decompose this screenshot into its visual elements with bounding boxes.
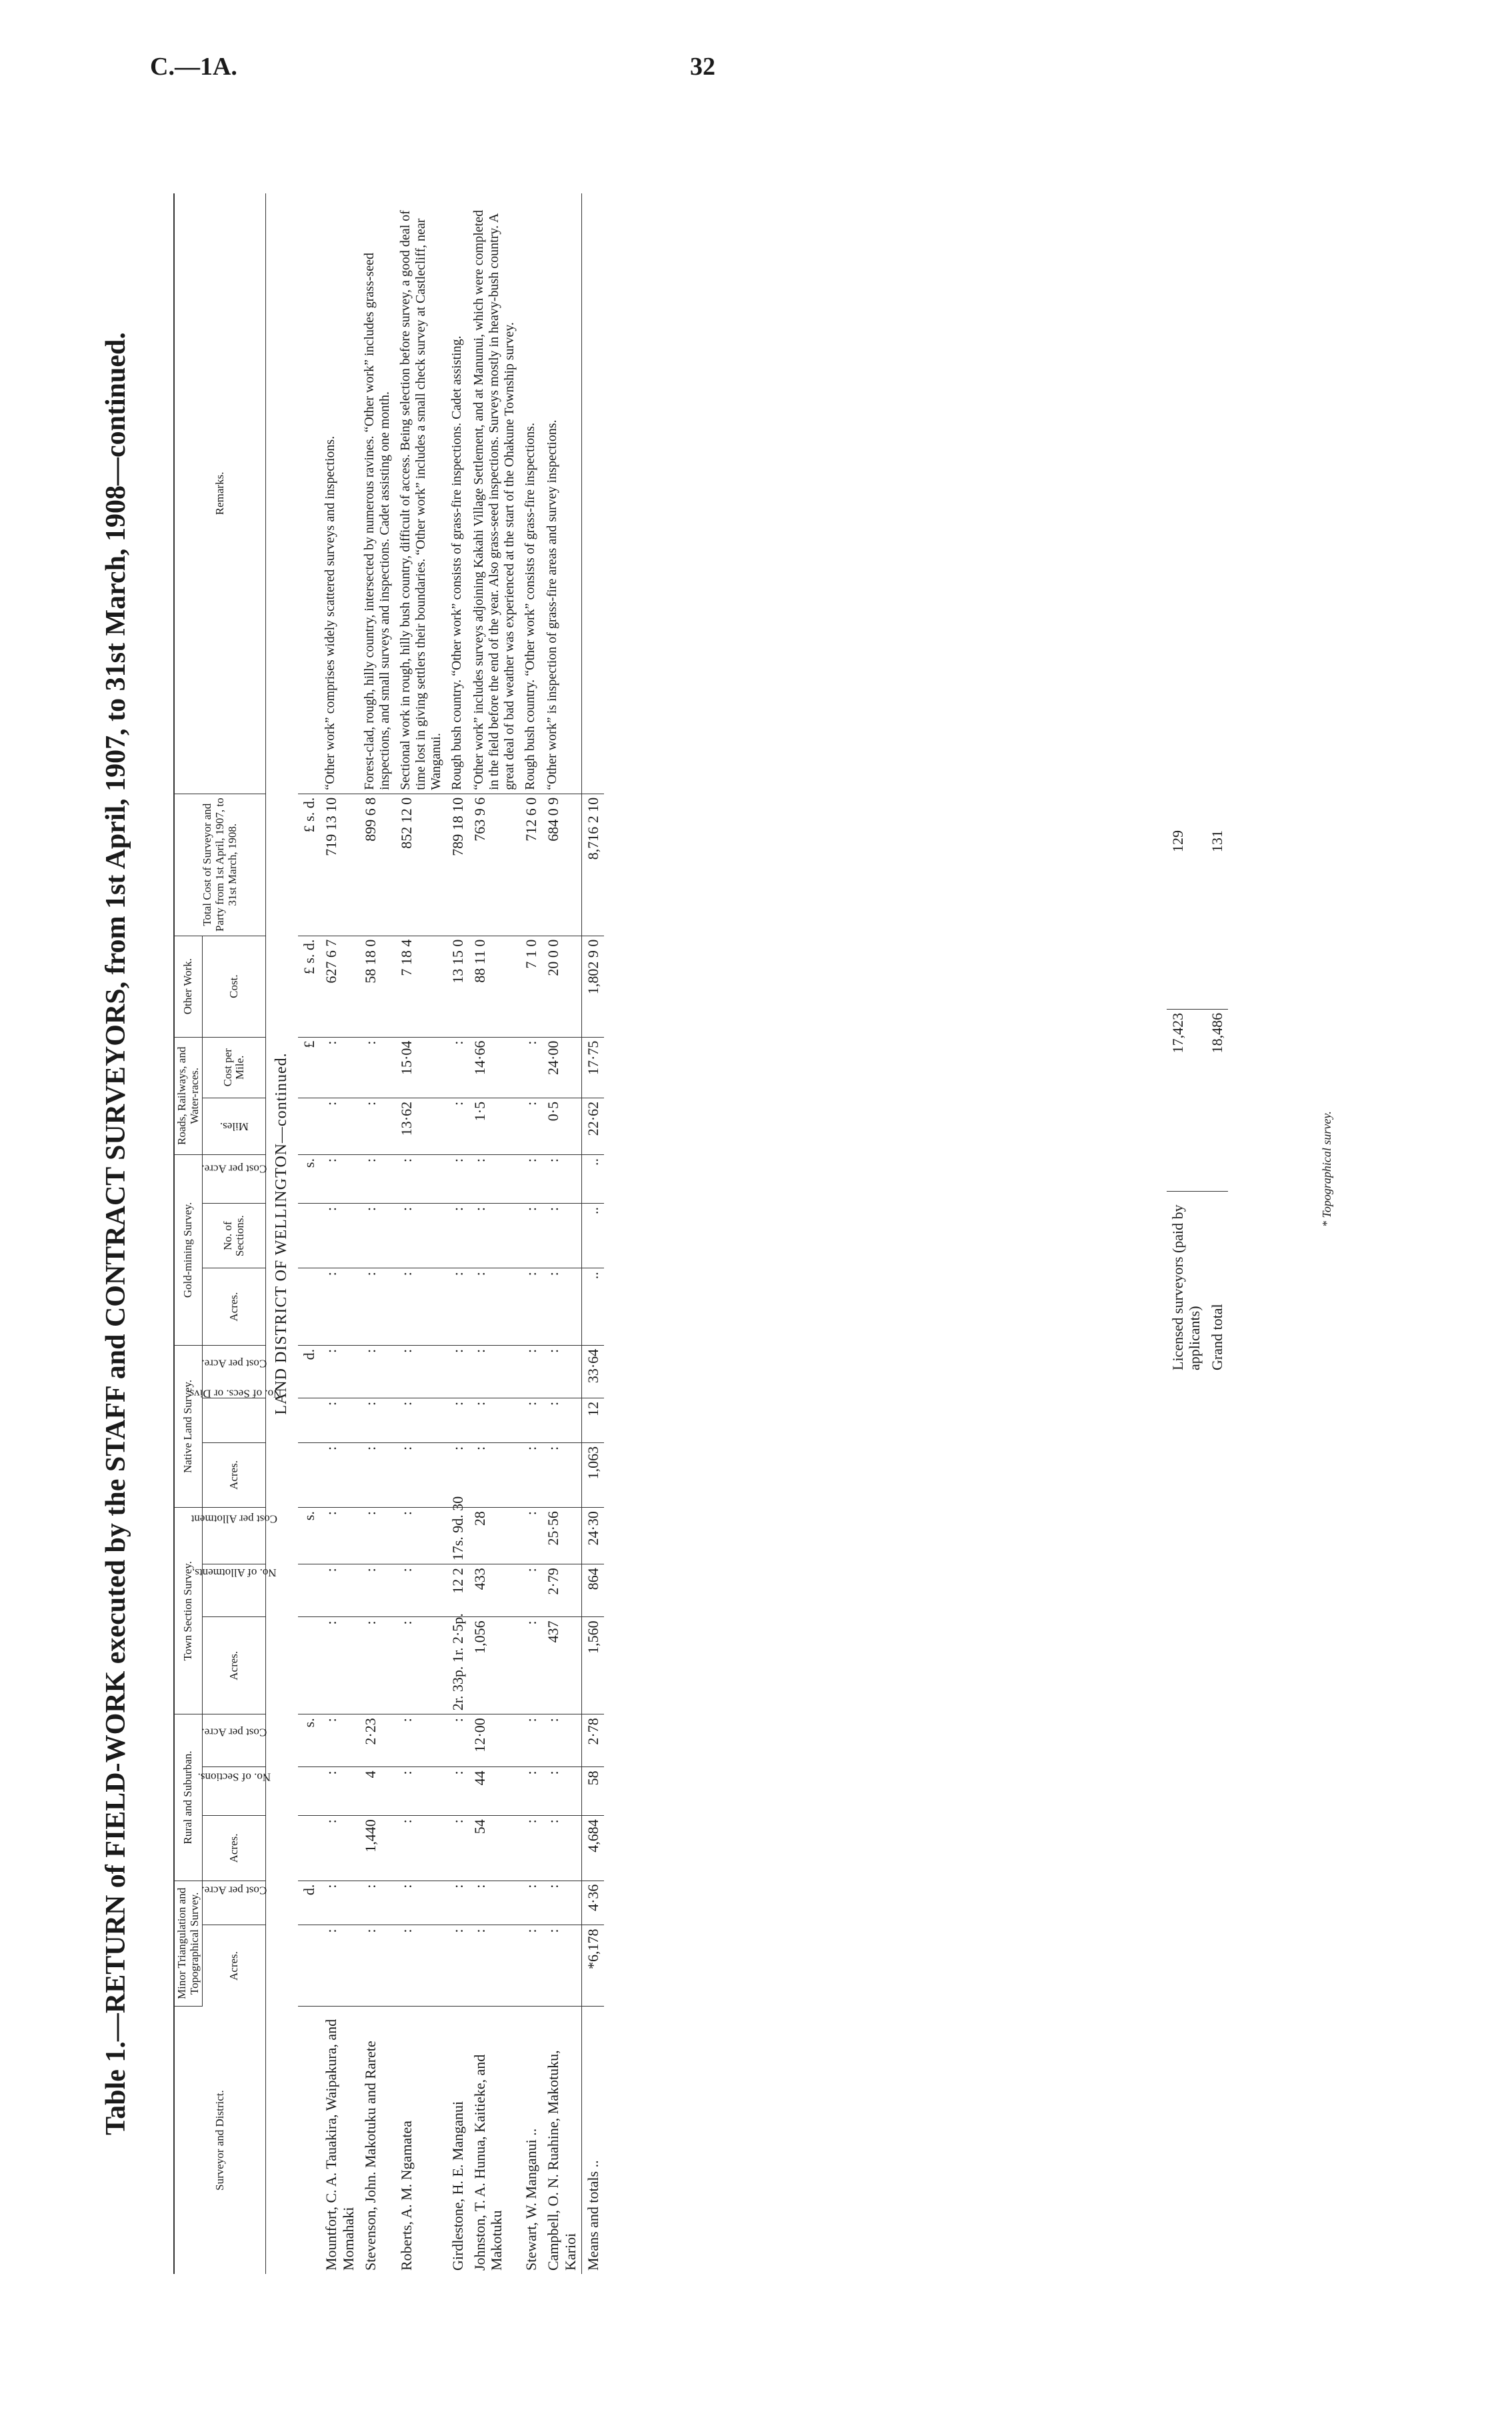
cell-total: 712 6 0 [520, 794, 542, 936]
district-heading: LAND DISTRICT OF WELLINGTON—continued. [273, 1052, 291, 1415]
sub-cost-acre: Cost per Acre. [203, 1714, 266, 1767]
cell-rural-cost: 2·78 [582, 1714, 605, 1767]
unit-s: s. [298, 1155, 320, 1204]
cell-town-allot: 433 [469, 1564, 520, 1617]
cell-rural-secs: 58 [582, 1767, 605, 1816]
cell-miles: 22·62 [582, 1098, 605, 1154]
sub-no-allotments: No. of Allotments. [203, 1564, 266, 1617]
sub-cost-acre: Cost per Acre. [203, 1881, 266, 1925]
cell-other: 7 18 4 [395, 936, 447, 1037]
cell-cost-mile: 17·75 [582, 1037, 605, 1098]
cell-minor-cost: : [520, 1881, 542, 1925]
cell-other: 88 11 0 [469, 936, 520, 1037]
totals-row [582, 193, 605, 2274]
cell-rural-acres: 1,440 [359, 1816, 395, 1881]
cell-rural-secs: 44 [469, 1767, 520, 1816]
unit-psd: £ s. d. [298, 794, 320, 936]
cell-rural-cost: : [520, 1714, 542, 1767]
cell-name: Stevenson, John. Makotuku and Rarete [361, 2041, 379, 2271]
cell-rural-acres: 54 [469, 1816, 520, 1881]
cell-town-acres: : [520, 1617, 542, 1714]
cell-native-cost: : [469, 1345, 520, 1398]
cell-native-acres: : [469, 1442, 520, 1507]
cell-remarks: Forest-clad, rough, hilly country, intersected by numerous ravines. “Other work” includes grass-seed inspections, and small surveys and inspections. Cadet assisting one month. [359, 193, 395, 794]
col-rural: Rural and Suburban. [174, 1714, 203, 1881]
cell-total: 8,716 2 10 [582, 794, 605, 936]
cell-town-acres: 1,560 [582, 1617, 605, 1714]
cell-gold-cost: .. [582, 1155, 605, 1204]
unit-s: s. [298, 1714, 320, 1767]
cell-native-cost: : [320, 1345, 359, 1398]
unit-d: d. [298, 1345, 320, 1398]
col-surveyor: Surveyor and District. [174, 2007, 266, 2274]
cell-rural-acres: 4,684 [582, 1816, 605, 1881]
cell-gold-acres: : [320, 1268, 359, 1346]
licensed-label: Licensed surveyors (paid by applicants) [1169, 1204, 1203, 1370]
col-roads: Roads, Railways, and Water-races. [174, 1037, 203, 1154]
cell-native-acres: : [359, 1442, 395, 1507]
cell-remarks: “Other work” includes surveys adjoining Kakahi Village Settlement, and at Manunui, which were completed in the field before the end of the year. Also grass-seed inspections. Surveys mostly in heavy-bush country. A great deal of bad weather was experienced at the start of the Ohakune Township survey. [469, 193, 520, 794]
cell-rural-secs: : [542, 1767, 581, 1816]
table-row [359, 193, 395, 2274]
cell-town-cost: : [359, 1508, 395, 1564]
cell-total: 684 0 9 [542, 794, 581, 936]
cell-minor-acres: : [320, 1925, 359, 2007]
cell-native-cost: : [542, 1345, 581, 1398]
cell-minor-acres: : [447, 1925, 469, 2007]
cell-native-secs: 12 [582, 1398, 605, 1442]
sub-no-sections: No. of Sections. [203, 1767, 266, 1816]
cell-remarks: Rough bush country. “Other work” consists of grass-fire inspections. Cadet assisting. [447, 193, 469, 794]
cell-gold-cost: : [542, 1155, 581, 1204]
cell-remarks: Rough bush country. “Other work” consists of grass-fire inspections. [520, 193, 542, 794]
cell-total: 719 13 10 [320, 794, 359, 936]
cell-native-cost: : [520, 1345, 542, 1398]
col-other: Other Work. [174, 936, 203, 1037]
cell-town-acres: : [320, 1617, 359, 1714]
cell-cost-mile: 24·00 [542, 1037, 581, 1098]
cell-town-cost: : [320, 1508, 359, 1564]
cell-total: 899 6 8 [359, 794, 395, 936]
cell-native-secs: : [447, 1398, 469, 1442]
cell-miles: : [359, 1098, 395, 1154]
cell-minor-acres: : [395, 1925, 447, 2007]
sub-no-secs-divs: No. of Secs. or Divs. [203, 1398, 266, 1442]
col-gold: Gold-mining Survey. [174, 1155, 203, 1346]
cell-other: 58 18 0 [359, 936, 395, 1037]
cell-miles: 1·5 [469, 1098, 520, 1154]
cell-gold-acres: .. [582, 1268, 605, 1346]
cell-name: Roberts, A. M. Ngamatea [397, 2121, 415, 2271]
cell-native-acres: : [520, 1442, 542, 1507]
cell-rural-secs: : [395, 1767, 447, 1816]
page-number: 32 [690, 53, 715, 81]
cell-town-allot: 864 [582, 1564, 605, 1617]
cell-miles: : [520, 1098, 542, 1154]
cell-rural-acres: : [542, 1816, 581, 1881]
sub-acres: Acres. [203, 1816, 266, 1881]
cell-minor-cost: : [359, 1881, 395, 1925]
cell-minor-cost: : [320, 1881, 359, 1925]
cell-town-acres: 437 [542, 1617, 581, 1714]
cell-native-acres: : [320, 1442, 359, 1507]
cell-gold-acres: : [542, 1268, 581, 1346]
cell-gold-cost: : [520, 1155, 542, 1204]
sub-no-sections: No. of Sections. [203, 1204, 266, 1268]
table-row [469, 193, 520, 2274]
cell-rural-acres: : [520, 1816, 542, 1881]
cell-minor-cost: 4·36 [582, 1881, 605, 1925]
cell-native-secs: : [359, 1398, 395, 1442]
cell-minor-cost: : [447, 1881, 469, 1925]
cell-town-cost: 24·30 [582, 1508, 605, 1564]
table-title: Table 1.—RETURN of FIELD-WORK executed by the STAFF and CONTRACT SURVEYORS, from 1st April, 1907, to 31st March, 1908—continued. [101, 332, 131, 2135]
cell-town-acres: : [359, 1617, 395, 1714]
footnote: * Topographical survey. [1320, 1111, 1333, 1227]
cell-town-cost: 28 [469, 1508, 520, 1564]
cell-native-secs: : [542, 1398, 581, 1442]
cell-miles: 13·62 [395, 1098, 447, 1154]
unit-s: s. [298, 1508, 320, 1564]
cell-rural-acres: : [447, 1816, 469, 1881]
sub-acres: Acres. [203, 1925, 266, 2007]
cell-native-acres: : [447, 1442, 469, 1507]
cell-rural-acres: : [395, 1816, 447, 1881]
cell-rural-secs: : [447, 1767, 469, 1816]
field-work-table [173, 193, 604, 2274]
cell-native-cost: : [359, 1345, 395, 1398]
cell-rural-cost: 12·00 [469, 1714, 520, 1767]
cell-name: Means and totals .. [582, 2007, 605, 2274]
sub-acres: Acres. [203, 1268, 266, 1346]
cell-total: 852 12 0 [395, 794, 447, 936]
cell-cost-mile: 15·04 [395, 1037, 447, 1098]
cell-town-cost: : [395, 1508, 447, 1564]
cell-town-allot: : [395, 1564, 447, 1617]
cell-name: Johnston, T. A. Hunua, Kaitieke, and Makotuku [471, 2054, 505, 2271]
cell-gold-secs: : [469, 1204, 520, 1268]
cell-gold-secs: : [320, 1204, 359, 1268]
cell-native-secs: : [320, 1398, 359, 1442]
col-minor: Minor Triangulation and Topographical Survey. [174, 1881, 203, 2007]
cell-town-cost: 25·56 [542, 1508, 581, 1564]
unit-pound: £ [298, 1037, 320, 1098]
cell-cost-mile: : [520, 1037, 542, 1098]
footer-summary [1167, 827, 1228, 1374]
cell-gold-secs: .. [582, 1204, 605, 1268]
cell-other: 627 6 7 [320, 936, 359, 1037]
cell-name: Girdlestone, H. E. Manganui [449, 2101, 466, 2271]
cell-gold-secs: : [542, 1204, 581, 1268]
cell-rural-acres: : [320, 1816, 359, 1881]
cell-town-acres: 1,056 [469, 1617, 520, 1714]
cell-remarks: “Other work” is inspection of grass-fire areas and survey inspections. [542, 193, 581, 794]
table-row [395, 193, 447, 2274]
cell-minor-acres: : [359, 1925, 395, 2007]
cell-gold-acres: : [447, 1268, 469, 1346]
cell-gold-secs: : [395, 1204, 447, 1268]
cell-gold-secs: : [520, 1204, 542, 1268]
cell-native-secs: : [395, 1398, 447, 1442]
cell-town-cost: : [520, 1508, 542, 1564]
cell-total: 763 9 6 [469, 794, 520, 936]
cell-rural-secs: : [320, 1767, 359, 1816]
cell-minor-cost: : [469, 1881, 520, 1925]
cell-remarks: “Other work” comprises widely scattered surveys and inspections. [320, 193, 359, 794]
cell-name: Stewart, W. Manganui .. [523, 2128, 540, 2271]
cell-total: 789 18 10 [447, 794, 469, 936]
cell-native-acres: 1,063 [582, 1442, 605, 1507]
cell-other: 7 1 0 [520, 936, 542, 1037]
cell-gold-secs: : [447, 1204, 469, 1268]
cell-gold-acres: : [395, 1268, 447, 1346]
cell-miles: : [447, 1098, 469, 1154]
cell-minor-cost: : [395, 1881, 447, 1925]
cell-native-cost: : [447, 1345, 469, 1398]
unit-psd: £ s. d. [298, 936, 320, 1037]
cell-other: 13 15 0 [447, 936, 469, 1037]
cell-remarks [582, 193, 605, 794]
sub-cost-allotment: Cost per Allotment [203, 1508, 266, 1564]
cell-name: Mountfort, C. A. Tauakira, Waipakura, and Momahaki [323, 2019, 357, 2271]
grand-acres: 18,486 [1206, 1009, 1228, 1191]
cell-town-allot: : [359, 1564, 395, 1617]
cell-remarks: Sectional work in rough, hilly bush country, difficult of access. Being selection before survey, a good deal of time lost in giving settlers their boundaries. “Other work” includes a small check survey at Castlecliff, near Wanganui. [395, 193, 447, 794]
cell-gold-cost: : [469, 1155, 520, 1204]
cell-cost-mile: : [447, 1037, 469, 1098]
cell-miles: 0·5 [542, 1098, 581, 1154]
cell-rural-secs: : [520, 1767, 542, 1816]
cell-minor-cost: : [542, 1881, 581, 1925]
cell-rural-cost: : [320, 1714, 359, 1767]
sub-cost-acre: Cost per Acre. [203, 1345, 266, 1398]
sub-miles: Miles. [203, 1098, 266, 1154]
cell-native-secs: : [520, 1398, 542, 1442]
col-remarks: Remarks. [174, 193, 266, 794]
cell-minor-acres: : [542, 1925, 581, 2007]
cell-gold-acres: : [359, 1268, 395, 1346]
cell-rural-cost: : [395, 1714, 447, 1767]
page-code: C.—1A. [150, 53, 237, 81]
cell-native-cost: : [395, 1345, 447, 1398]
cell-gold-cost: : [359, 1155, 395, 1204]
cell-minor-acres: *6,178 [582, 1925, 605, 2007]
cell-gold-cost: : [447, 1155, 469, 1204]
table-row [447, 193, 469, 2274]
grand-label: Grand total [1208, 1304, 1225, 1370]
cell-rural-cost: : [542, 1714, 581, 1767]
cell-other: 1,802 9 0 [582, 936, 605, 1037]
sub-cost: Cost. [203, 936, 266, 1037]
cell-native-acres: : [542, 1442, 581, 1507]
cell-gold-acres: : [520, 1268, 542, 1346]
cell-town-allot: : [320, 1564, 359, 1617]
cell-minor-acres: : [469, 1925, 520, 2007]
table-row [320, 193, 359, 2274]
cell-rural-cost: 2·23 [359, 1714, 395, 1767]
sub-acres: Acres. [203, 1442, 266, 1507]
cell-native-secs: : [469, 1398, 520, 1442]
cell-rural-secs: 4 [359, 1767, 395, 1816]
cell-town-acres: 2r. 33p. 1r. 2·5p. [447, 1617, 469, 1714]
grand-secs: 131 [1206, 827, 1228, 1009]
cell-miles: : [320, 1098, 359, 1154]
cell-town-acres: : [395, 1617, 447, 1714]
sub-cost-mile: Cost per Mile. [203, 1037, 266, 1098]
col-total: Total Cost of Surveyor and Party from 1st April, 1907, to 31st March, 1908. [174, 794, 266, 936]
cell-town-allot: : [520, 1564, 542, 1617]
cell-cost-mile: : [359, 1037, 395, 1098]
unit-d: d. [298, 1881, 320, 1925]
cell-gold-acres: : [469, 1268, 520, 1346]
cell-gold-cost: : [320, 1155, 359, 1204]
cell-cost-mile: 14·66 [469, 1037, 520, 1098]
cell-town-allot: 12 2 [447, 1564, 469, 1617]
cell-gold-cost: : [395, 1155, 447, 1204]
cell-rural-cost: : [447, 1714, 469, 1767]
table-row [520, 193, 542, 2274]
cell-minor-acres: : [520, 1925, 542, 2007]
col-town: Town Section Survey. [174, 1508, 203, 1714]
licensed-secs: 129 [1167, 827, 1206, 1009]
cell-cost-mile: : [320, 1037, 359, 1098]
cell-gold-secs: : [359, 1204, 395, 1268]
rotated-table-page [100, 167, 1400, 2301]
sub-cost-acre: Cost per Acre. [203, 1155, 266, 1204]
col-native: Native Land Survey. [174, 1345, 203, 1507]
cell-name: Campbell, O. N. Ruahine, Makotuku, Karioi [545, 2050, 579, 2271]
cell-native-acres: : [395, 1442, 447, 1507]
cell-other: 20 0 0 [542, 936, 581, 1037]
cell-town-cost: 17s. 9d. 30 [447, 1508, 469, 1564]
licensed-acres: 17,423 [1167, 1009, 1206, 1191]
cell-native-cost: 33·64 [582, 1345, 605, 1398]
sub-acres: Acres. [203, 1617, 266, 1714]
cell-town-allot: 2·79 [542, 1564, 581, 1617]
table-row [542, 193, 581, 2274]
